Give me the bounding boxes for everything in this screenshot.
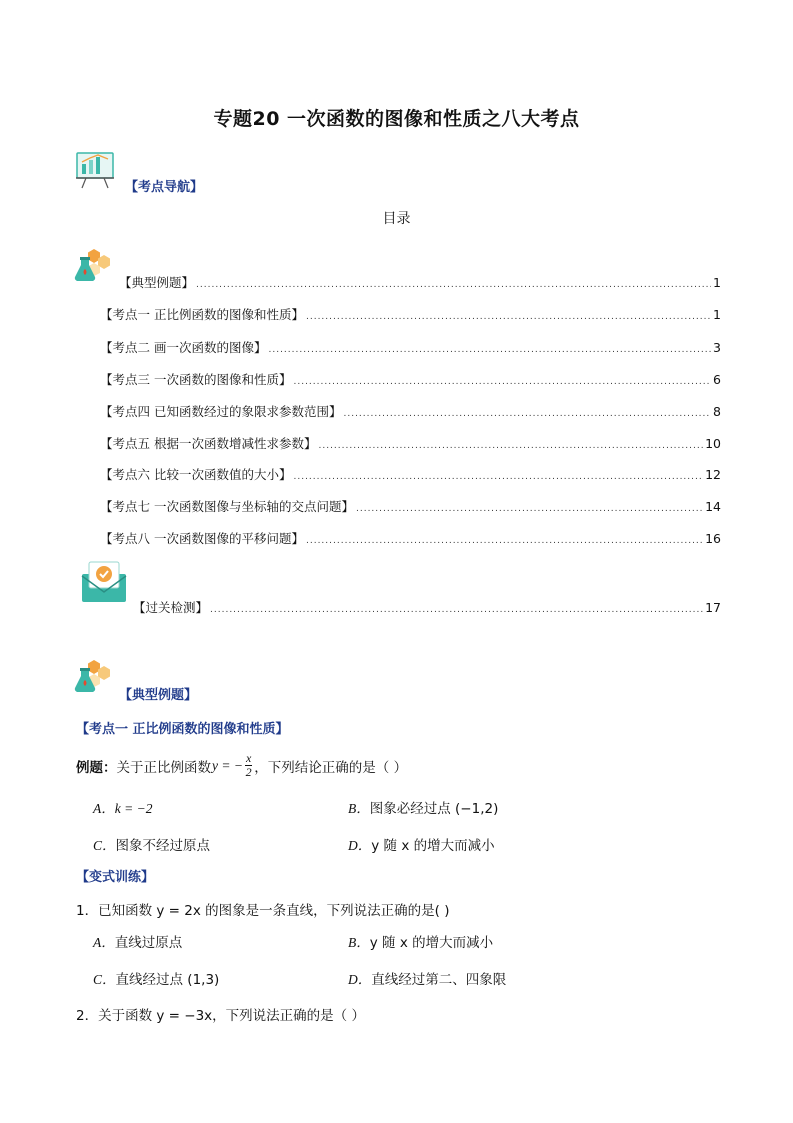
example-text-before: 关于正比例函数 — [116, 759, 211, 776]
option-b[interactable]: B．y 随 x 的增大而减小 — [348, 935, 494, 951]
toc-item-label: 【典型例题】 — [119, 275, 195, 290]
toc-item-label: 【考点七 一次函数图像与坐标轴的交点问题】 — [100, 499, 354, 514]
option-c[interactable]: C．直线经过点 (1,3) — [93, 972, 220, 988]
example-fraction — [245, 752, 252, 779]
toc-item-label: 【过关检测】 — [133, 600, 209, 615]
option-c[interactable]: C．图象不经过原点 — [93, 838, 211, 854]
toc-item[interactable] — [100, 338, 721, 356]
toc-item-page: 14 — [705, 499, 721, 514]
toc-item[interactable] — [119, 273, 721, 291]
flask-hexagon-icon — [72, 247, 116, 283]
toc-item[interactable] — [100, 402, 721, 420]
option-d[interactable]: D．y 随 x 的增大而减小 — [348, 838, 495, 854]
toc-item-page: 10 — [705, 436, 721, 451]
fraction-numerator: x — [245, 751, 252, 765]
question-1-stem: 1．已知函数 y = 2x 的图象是一条直线，下列说法正确的是( ) — [76, 903, 450, 919]
toc-item[interactable] — [100, 305, 721, 323]
toc-item[interactable] — [133, 598, 721, 616]
toc-item-page: 12 — [705, 467, 721, 482]
toc-item[interactable] — [100, 434, 721, 452]
checkmark-envelope-icon — [80, 560, 128, 604]
toc-item[interactable] — [100, 497, 721, 515]
variant-heading: 【变式训练】 — [76, 870, 155, 885]
toc-item-page: 6 — [713, 372, 721, 387]
example-text-after: ，下列结论正确的是（ ） — [254, 759, 408, 776]
flask-hexagon-icon — [72, 658, 116, 694]
toc-item[interactable] — [100, 529, 721, 547]
toc-item-label: 【考点八 一次函数图像的平移问题】 — [100, 531, 304, 546]
nav-label: 【考点导航】 — [125, 180, 204, 195]
toc-title: 目录 — [382, 211, 411, 227]
toc-item-label: 【考点六 比较一次函数值的大小】 — [100, 467, 292, 482]
section-heading: 【典型例题】 — [119, 688, 198, 703]
fraction-denominator: 2 — [245, 765, 252, 779]
option-b[interactable]: B．图象必经过点 (−1,2) — [348, 801, 499, 817]
toc-item[interactable] — [100, 465, 721, 483]
kaodian1-heading: 【考点一 正比例函数的图像和性质】 — [76, 722, 289, 737]
toc-item-page: 3 — [713, 340, 721, 355]
toc-item-label: 【考点二 画一次函数的图像】 — [100, 340, 267, 355]
toc-item-page: 16 — [705, 531, 721, 546]
toc-item-page: 17 — [705, 600, 721, 615]
toc-item-label: 【考点三 一次函数的图像和性质】 — [100, 372, 292, 387]
example-prefix: 例题： — [76, 759, 117, 776]
option-a[interactable]: A．k = −2 — [93, 801, 153, 816]
toc-item-label: 【考点五 根据一次函数增减性求参数】 — [100, 436, 317, 451]
toc-item-page: 8 — [713, 404, 721, 419]
toc-item-page: 1 — [713, 275, 721, 290]
toc-item[interactable] — [100, 370, 721, 388]
page-title: 专题20 一次函数的图像和性质之八大考点 — [213, 108, 580, 130]
option-a[interactable]: A．直线过原点 — [93, 935, 183, 951]
toc-item-label: 【考点一 正比例函数的图像和性质】 — [100, 307, 304, 322]
presentation-board-icon — [74, 150, 118, 190]
toc-item-page: 1 — [713, 307, 721, 322]
example-question — [76, 752, 407, 779]
example-func-lhs: y = − — [212, 757, 243, 773]
option-d[interactable]: D．直线经过第二、四象限 — [348, 972, 507, 988]
toc-item-label: 【考点四 已知函数经过的象限求参数范围】 — [100, 404, 342, 419]
question-2-stem: 2．关于函数 y = −3x，下列说法正确的是（ ） — [76, 1008, 365, 1024]
